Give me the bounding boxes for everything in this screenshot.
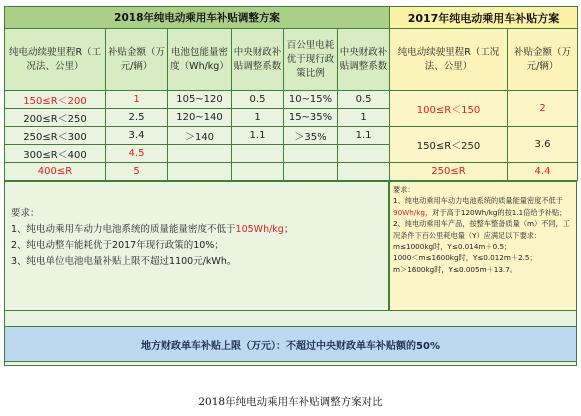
cell-amount: 5	[106, 163, 168, 181]
requirements-2018	[4, 181, 389, 311]
cell-range: 300≤R＜400	[5, 145, 106, 163]
cell-coef1: 1.1	[232, 127, 284, 145]
cell-amount: 1	[106, 91, 168, 109]
requirement-highlight: 105Wh/kg	[235, 224, 284, 235]
cell-coef2: 1	[338, 109, 390, 127]
table-row	[5, 127, 390, 145]
table-row	[5, 145, 390, 163]
cell-ratio	[284, 145, 338, 163]
cell-range: 400≤R	[5, 163, 106, 181]
table-2018	[4, 6, 389, 311]
requirement-text: ，对于高于120Wh/kg的按1.1倍给予补贴；	[424, 207, 567, 217]
header-range: 纯电动续驶里程R（工况法、公里）	[390, 29, 508, 91]
cell-ratio: ＞35%	[284, 127, 338, 145]
requirement-line-3: m≤1000kg时，Y≤0.014m＋0.5；	[393, 242, 512, 252]
header-amount: 补贴金额（万元/辆）	[106, 29, 168, 91]
cell-amount: 3.4	[106, 127, 168, 145]
cell-coef2	[338, 163, 390, 181]
cell-amount: 3.6	[508, 127, 578, 163]
cell-range: 250≤R	[390, 163, 508, 181]
table-row	[5, 163, 390, 181]
requirement-text: 1、纯电动乘用车动力电池系统的质量能量密度不低于	[11, 224, 236, 235]
cell-ratio	[284, 163, 338, 181]
requirement-text: 1、纯电动乘用车动力电池系统的质量能量密度不低于	[393, 196, 563, 206]
cell-coef1	[232, 145, 284, 163]
cell-range: 200≤R＜250	[5, 109, 106, 127]
header-density: 电池包能量密度（Wh/kg）	[168, 29, 232, 91]
cell-amount: 4.4	[508, 163, 578, 181]
cell-ratio: 10~15%	[284, 91, 338, 109]
table-row	[390, 127, 578, 163]
cell-coef2: 1.1	[338, 127, 390, 145]
table-row	[5, 91, 390, 109]
header-coef1: 中央财政补贴调整系数	[232, 29, 284, 91]
requirement-line-4: 1000＜m≤1600kg时，Y≤0.012m＋2.5；	[393, 253, 537, 263]
cell-coef2: 0.5	[338, 91, 390, 109]
cell-amount: 2.5	[106, 109, 168, 127]
cell-density: 105~120	[168, 91, 232, 109]
requirements-2017	[389, 181, 577, 311]
cell-range: 150≤R＜200	[5, 91, 106, 109]
cell-coef2	[338, 145, 390, 163]
cell-range: 150≤R＜250	[390, 127, 508, 163]
requirements-heading: 要求：	[393, 185, 415, 194]
cell-ratio: 15~35%	[284, 109, 338, 127]
table-row	[390, 163, 578, 181]
cell-amount: 2	[508, 91, 578, 127]
header-ratio: 百公里电耗优于现行政策比例	[284, 29, 338, 91]
requirement-line-1	[393, 195, 573, 218]
cell-coef1	[232, 163, 284, 181]
header-range: 纯电动续驶里程R（工况法、公里）	[5, 29, 106, 91]
cell-density: ＞140	[168, 127, 232, 145]
local-subsidy-cap: 地方财政单车补贴上限（万元）：不超过中央财政单车补贴额的50%	[4, 326, 577, 362]
cell-coef1: 1	[232, 109, 284, 127]
requirement-line-5: m＞1600kg时，Y≤0.005m＋13.7。	[393, 264, 517, 274]
requirement-line-2: 2、纯电动整车能耗优于2017年现行政策的10%；	[11, 240, 224, 251]
requirement-line-2: 2、纯电动乘用车产品，按整车整备质量（m）不同，工况条件下百公里耗电量（Y）应满足以下要求：	[393, 219, 570, 240]
cell-density: 120~140	[168, 109, 232, 127]
cell-density	[168, 163, 232, 181]
table-2018-title: 2018年纯电动乘用车补贴调整方案	[5, 7, 390, 29]
header-amount: 补贴金额（万元/辆）	[508, 29, 578, 91]
cell-range: 250≤R＜300	[5, 127, 106, 145]
requirements-heading: 要求：	[11, 208, 40, 219]
requirement-line-1	[11, 222, 384, 238]
requirement-text: ；	[283, 224, 294, 235]
cell-coef1: 0.5	[232, 91, 284, 109]
requirement-highlight: 90Wh/kg	[393, 207, 425, 217]
header-coef2: 中央财政补贴调整系数	[338, 29, 390, 91]
requirement-line-3: 3、纯电单位电池电量补贴上限不超过1100元/kWh。	[11, 256, 237, 267]
table-2017	[389, 6, 577, 311]
cell-range: 100≤R＜150	[390, 91, 508, 127]
table-row	[5, 109, 390, 127]
table-2017-title: 2017年纯电动乘用车补贴方案	[390, 7, 578, 29]
cell-amount: 4.5	[106, 145, 168, 163]
cell-density	[168, 145, 232, 163]
table-row	[390, 91, 578, 127]
image-caption: 2018年纯电动乘用车补贴调整方案对比	[198, 396, 383, 408]
